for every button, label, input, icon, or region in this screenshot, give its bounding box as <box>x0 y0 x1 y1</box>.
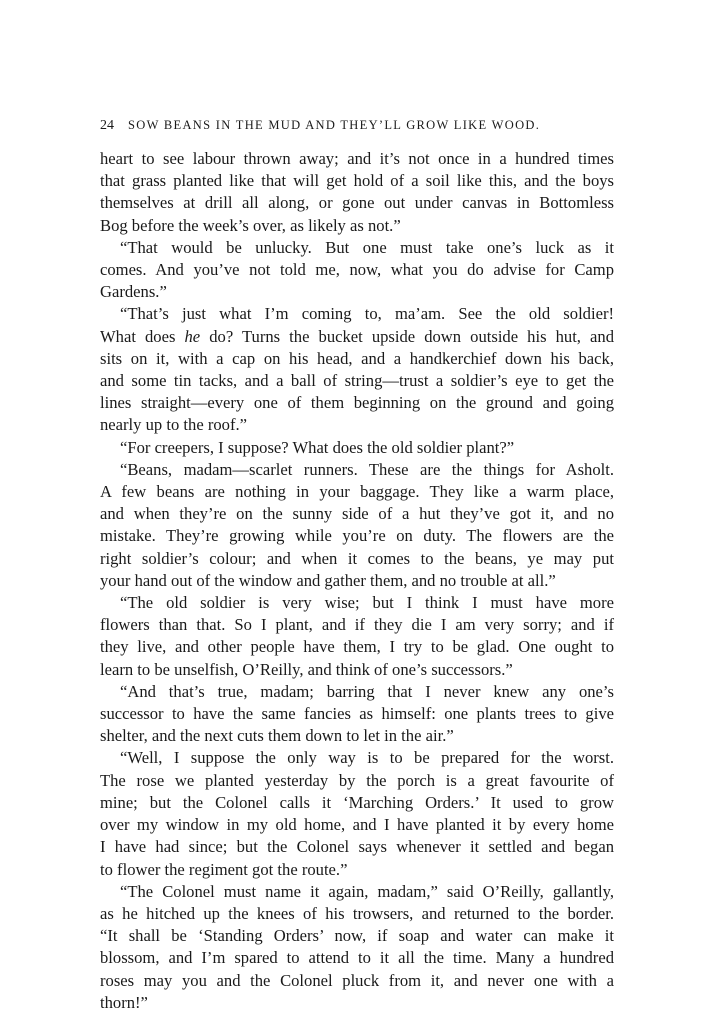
running-title: SOW BEANS IN THE MUD AND THEY’LL GROW LIKE WOOD. <box>128 118 541 132</box>
body-text <box>100 148 614 1014</box>
text-line: sits on it, with a cap on his head, and a handkerchief down his back, <box>100 348 614 368</box>
text-line: A few beans are nothing in your baggage. They like a warm place, <box>100 482 614 502</box>
text-line: mine; but the Colonel calls it ‘Marching Orders.’ It used to grow <box>100 792 614 812</box>
text-line: and some tin tacks, and a ball of string—trust a soldier’s eye to get the <box>100 371 614 391</box>
emphasis: he <box>184 326 201 346</box>
text-line: What does he do? Turns the bucket upside down outside his hut, and <box>100 326 614 346</box>
text-line: Bog before the week’s over, as likely as not.” <box>100 215 401 235</box>
text-line: thorn!” <box>100 992 148 1012</box>
text-line: to flower the regiment got the route.” <box>100 859 348 879</box>
running-head <box>100 118 614 134</box>
text-line: “The old soldier is very wise; but I think I must have more <box>120 593 614 613</box>
text-line: blossom, and I’m spared to attend to it all the time. Many a hundred <box>100 948 614 968</box>
text-line: heart to see labour thrown away; and it’s not once in a hundred times <box>100 149 614 168</box>
text-line: “For creepers, I suppose? What does the old soldier plant?” <box>120 437 515 457</box>
text-line: mistake. They’re growing while you’re on duty. The flowers are the <box>100 526 614 546</box>
text-line: lines straight—every one of them beginning on the ground and going <box>100 393 614 413</box>
text-line: learn to be unselfish, O’Reilly, and think of one’s successors.” <box>100 659 513 679</box>
text-line: your hand out of the window and gather them, and no trouble at all.” <box>100 570 556 590</box>
text-line: “That would be unlucky. But one must take one’s luck as it <box>120 237 614 257</box>
text-line: “The Colonel must name it again, madam,” said O’Reilly, gallantly, <box>120 881 614 901</box>
text-line: as he hitched up the knees of his trowsers, and returned to the border. <box>100 903 614 923</box>
text-line: roses may you and the Colonel pluck from it, and never one with a <box>100 970 614 990</box>
text-line: shelter, and the next cuts them down to let in the air.” <box>100 726 454 746</box>
text-line: comes. And you’ve not told me, now, what you do advise for Camp <box>100 260 614 280</box>
text-line: over my window in my old home, and I have planted it by every home <box>100 815 614 835</box>
text-line: Gardens.” <box>100 282 167 302</box>
page-number: 24 <box>100 118 114 133</box>
text-line: right soldier’s colour; and when it comes to the beans, ye may put <box>100 548 614 568</box>
book-page <box>100 118 614 1014</box>
text-line: The rose we planted yesterday by the porch is a great favourite of <box>100 770 614 790</box>
text-line: “Well, I suppose the only way is to be prepared for the worst. <box>120 748 614 768</box>
text-line: “Beans, madam—scarlet runners. These are the things for Asholt. <box>120 459 614 479</box>
text-line: nearly up to the roof.” <box>100 415 247 435</box>
text-line: that grass planted like that will get hold of a soil like this, and the boys <box>100 171 614 191</box>
text-line: and when they’re on the sunny side of a hut they’ve got it, and no <box>100 504 614 524</box>
text-line: they live, and other people have them, I try to be glad. One ought to <box>100 637 614 657</box>
text-line: I have had since; but the Colonel says whenever it settled and began <box>100 837 614 857</box>
text-line: “It shall be ‘Standing Orders’ now, if soap and water can make it <box>100 926 614 946</box>
text-line: successor to have the same fancies as himself: one plants trees to give <box>100 704 614 724</box>
text-line: “And that’s true, madam; barring that I never knew any one’s <box>120 681 614 701</box>
text-line: flowers than that. So I plant, and if they die I am very sorry; and if <box>100 615 614 635</box>
text-line: “That’s just what I’m coming to, ma’am. See the old soldier! <box>120 304 614 324</box>
text-line: themselves at drill all along, or gone out under canvas in Bottomless <box>100 193 614 213</box>
